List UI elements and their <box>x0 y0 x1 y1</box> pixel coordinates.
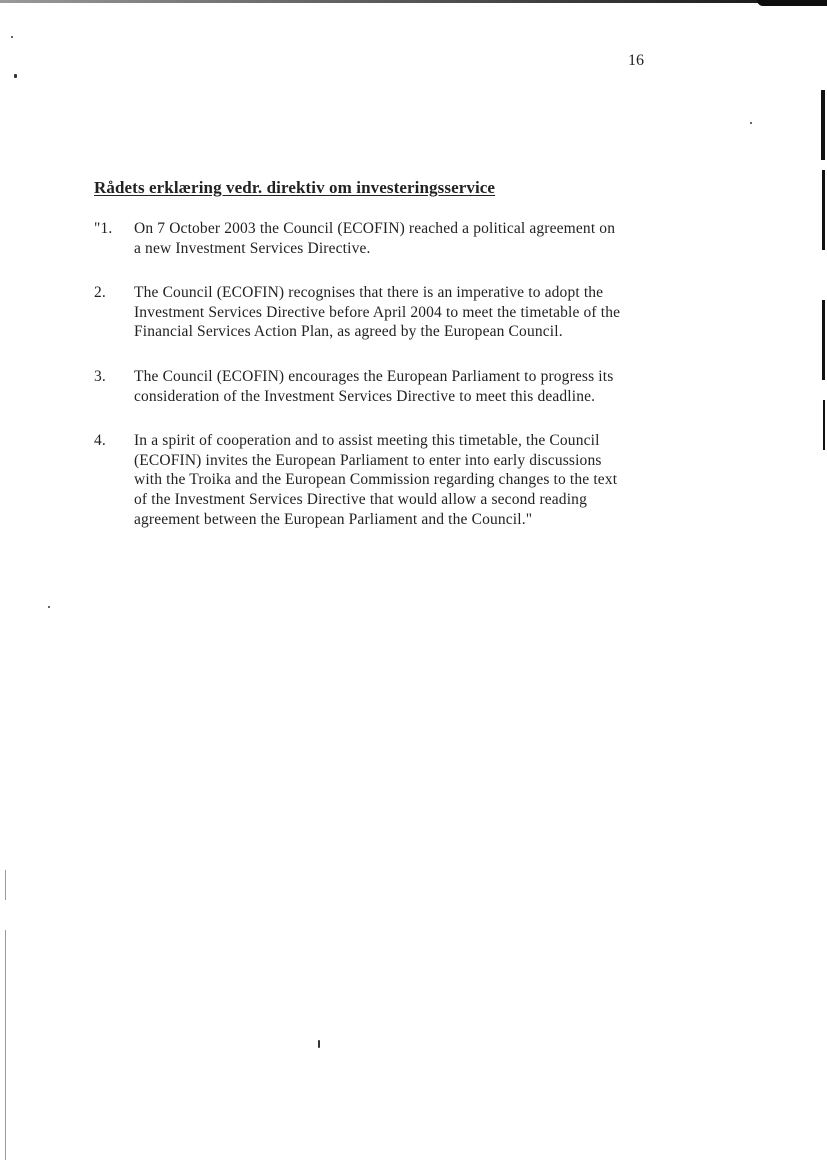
list-item <box>94 219 624 258</box>
scan-speck <box>14 74 17 78</box>
scan-speck <box>11 36 13 38</box>
item-number: "1. <box>94 220 113 237</box>
item-text: In a spirit of cooperation and to assist meeting this timetable, the Council (ECOFIN) invites the European Parliament to enter into early discussions with the Troika and the European Commission regarding changes to the text of the Investment Services Directive that would allow a second reading agreement between the European Parliament and the Council." <box>134 432 618 528</box>
item-text: The Council (ECOFIN) encourages the European Parliament to progress its consideration of the Investment Services Directive to meet this deadline. <box>134 367 614 405</box>
item-number: 3. <box>94 367 106 385</box>
scan-edge-mark <box>823 400 825 450</box>
page-title: Rådets erklæring vedr. direktiv om investeringsservice <box>94 178 496 197</box>
declaration-list <box>94 219 624 554</box>
list-item <box>94 283 624 342</box>
item-number: 2. <box>94 284 106 302</box>
page-number: 16 <box>628 52 644 69</box>
list-item <box>94 431 624 529</box>
scan-edge-mark <box>822 300 825 380</box>
scan-right-edge <box>813 0 827 1163</box>
item-text: On 7 October 2003 the Council (ECOFIN) reached a political agreement on a new Investment Services Directive. <box>134 220 616 257</box>
scan-left-mark <box>5 870 6 900</box>
scan-edge-mark <box>821 90 825 160</box>
scan-speck <box>750 122 752 124</box>
scan-speck <box>318 1040 320 1048</box>
item-text: The Council (ECOFIN) recognises that there is an imperative to adopt the Investment Services Directive before April 2004 to meet the timetable of the Financial Services Action Plan, as agreed by the European Council. <box>134 284 621 341</box>
scan-top-edge <box>0 0 827 3</box>
scan-speck <box>48 606 50 608</box>
item-number: 4. <box>94 432 106 450</box>
list-item <box>94 367 624 406</box>
scan-left-mark <box>5 930 6 1160</box>
scan-edge-mark <box>822 170 825 250</box>
